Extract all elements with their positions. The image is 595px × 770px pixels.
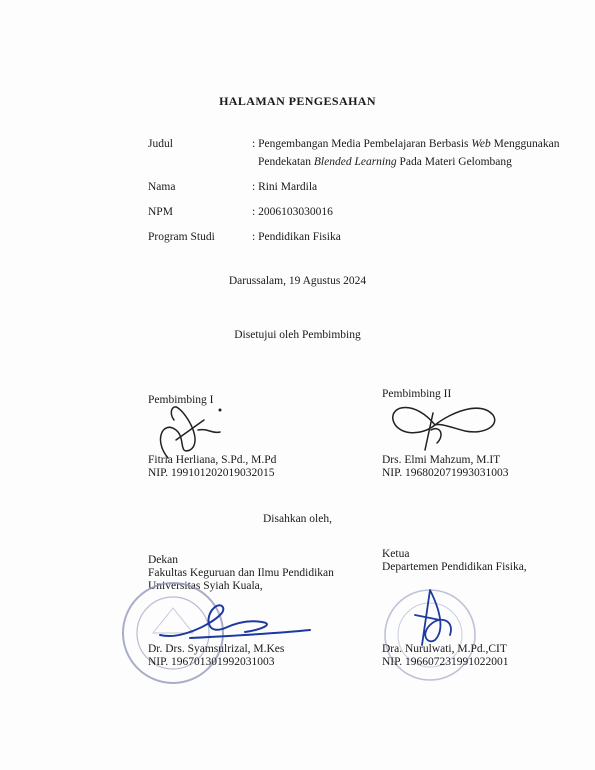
approved-by: Disetujui oleh Pembimbing [234,329,361,341]
value-judul-line2: Pendekatan Blended Learning Pada Materi Gelombang [258,156,512,168]
dean-name: Dr. Drs. Syamsulrizal, M.Kes [148,643,285,655]
supervisor1-nip: NIP. 199101202019032015 [148,467,275,479]
signature-2-icon [385,395,505,455]
value-program-studi: : Pendidikan Fisika [252,231,341,243]
value-npm: : 2006103030016 [252,206,333,218]
page-title: HALAMAN PENGESAHAN [219,94,376,108]
head-unit1: Departemen Pendidikan Fisika, [382,561,527,573]
signature-3-icon [150,590,320,650]
supervisor2-role: Pembimbing II [382,388,452,400]
value-nama: : Rini Mardila [252,181,318,193]
dean-role: Dekan [148,554,179,566]
head-name: Dra. Nurulwati, M.Pd.,CIT [382,643,507,655]
head-nip: NIP. 196607231991022001 [382,656,509,668]
label-program-studi: Program Studi [148,231,215,243]
label-judul: Judul [148,138,173,150]
value-judul-line1: : Pengembangan Media Pembelajaran Berbasis Web Menggunakan [252,138,560,150]
dean-nip: NIP. 196701301992031003 [148,656,275,668]
label-npm: NPM [148,206,173,218]
dean-unit2: Universitas Syiah Kuala, [148,580,263,592]
supervisor1-role: Pembimbing I [148,394,214,406]
head-role: Ketua [382,548,410,560]
supervisor1-name: Fitria Herliana, S.Pd., M.Pd [148,454,277,466]
label-nama: Nama [148,181,176,193]
place-date: Darussalam, 19 Agustus 2024 [228,275,367,287]
ratified-by: Disahkan oleh, [263,513,332,525]
supervisor2-nip: NIP. 196802071993031003 [382,467,509,479]
dean-unit1: Fakultas Keguruan dan Ilmu Pendidikan [148,567,334,579]
supervisor2-name: Drs. Elmi Mahzum, M.IT [382,454,501,466]
